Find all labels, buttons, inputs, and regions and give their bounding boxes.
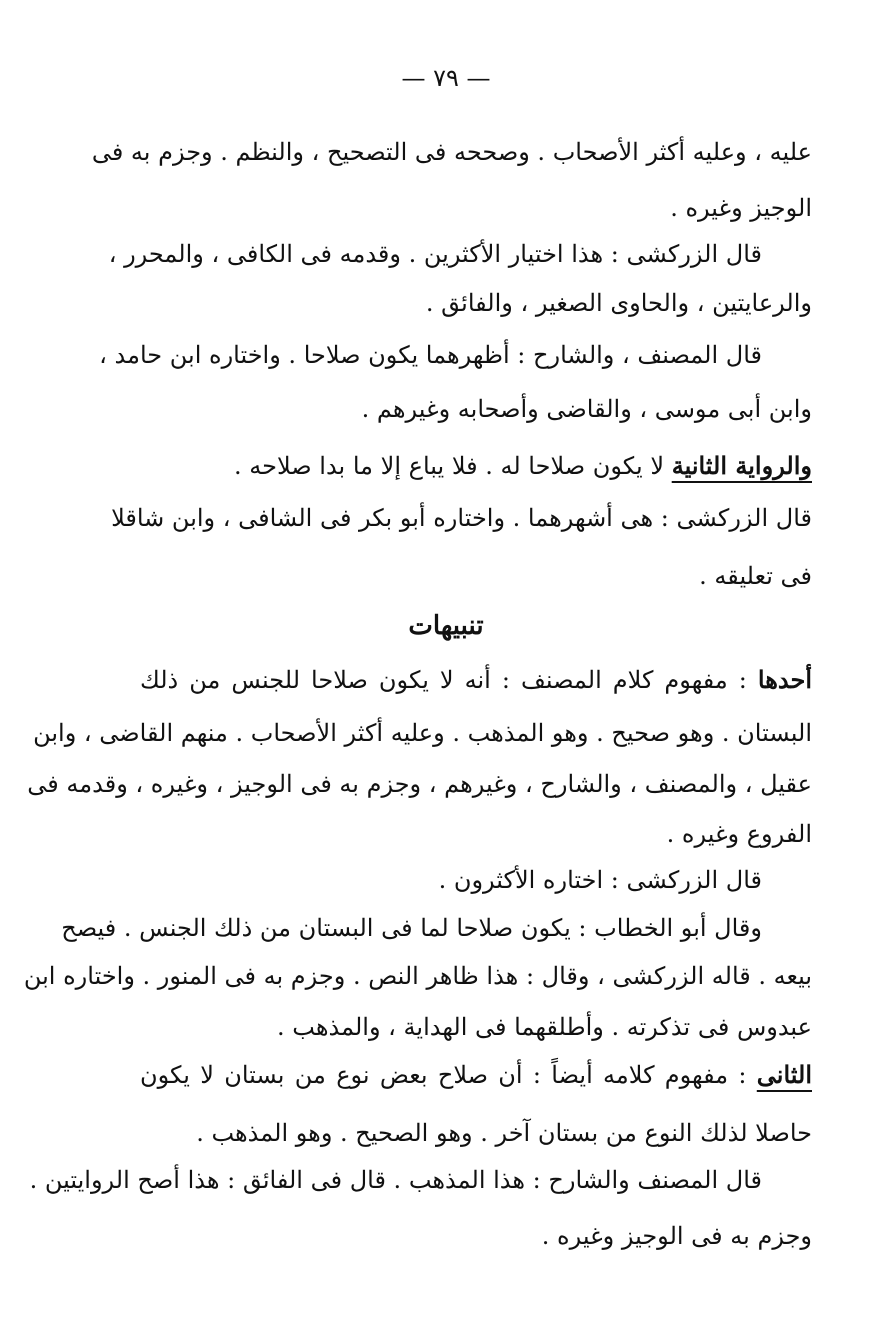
section-heading: تنبيهات bbox=[408, 611, 484, 641]
text-line: وقال أبو الخطاب : يكون صلاحا لما فى البستان من ذلك الجنس . فيصح bbox=[61, 914, 762, 942]
first-text: : مفهوم كلام المصنف : أنه لا يكون صلاحا للجنس من ذلك bbox=[140, 666, 747, 694]
text-line: عبدوس فى تذكرته . وأطلقهما فى الهداية ، والمذهب . bbox=[277, 1013, 812, 1041]
text-line: وابن أبى موسى ، والقاضى وأصحابه وغيرهم . bbox=[361, 395, 812, 423]
page-number: — ٧٩ — bbox=[401, 64, 491, 92]
second-riwaya-label: والرواية الثانية bbox=[671, 451, 812, 480]
text-line-first bbox=[140, 660, 812, 700]
text-line: الوجيز وغيره . bbox=[670, 194, 812, 222]
text-line: قال المصنف ، والشارح : أظهرهما يكون صلاحا . واختاره ابن حامد ، bbox=[99, 341, 762, 369]
text-line-second-riwaya bbox=[140, 446, 812, 486]
text-line: حاصلا لذلك النوع من بستان آخر . وهو الصحيح . وهو المذهب . bbox=[196, 1119, 812, 1147]
text-line: قال الزركشى : هى أشهرهما . واختاره أبو بكر فى الشافى ، وابن شاقلا bbox=[111, 504, 812, 532]
text-line: قال المصنف والشارح : هذا المذهب . قال فى الفائق : هذا أصح الروايتين . bbox=[29, 1166, 762, 1194]
text-line: عقيل ، والمصنف ، والشارح ، وغيرهم ، وجزم به فى الوجيز ، وغيره ، وقدمه فى bbox=[27, 770, 812, 798]
second-label: الثانى bbox=[756, 1060, 812, 1089]
text-line: عليه ، وعليه أكثر الأصحاب . وصححه فى التصحيح ، والنظم . وجزم به فى bbox=[91, 138, 812, 166]
text-line: قال الزركشى : اختاره الأكثرون . bbox=[438, 866, 762, 894]
second-riwaya-text: لا يكون صلاحا له . فلا يباع إلا ما بدا صلاحه . bbox=[233, 452, 665, 480]
text-line: وجزم به فى الوجيز وغيره . bbox=[541, 1222, 812, 1250]
text-line: الفروع وغيره . bbox=[666, 820, 812, 848]
second-text: : مفهوم كلامه أيضاً : أن صلاح بعض نوع من بستان لا يكون bbox=[140, 1061, 747, 1089]
text-line: قال الزركشى : هذا اختيار الأكثرين . وقدمه فى الكافى ، والمحرر ، bbox=[108, 240, 762, 268]
text-line: بيعه . قاله الزركشى ، وقال : هذا ظاهر النص . وجزم به فى المنور . واختاره ابن bbox=[23, 962, 812, 990]
text-line-second bbox=[140, 1055, 812, 1095]
first-label: أحدها bbox=[757, 665, 812, 694]
text-line: فى تعليقه . bbox=[699, 562, 812, 590]
text-line: البستان . وهو صحيح . وهو المذهب . وعليه أكثر الأصحاب . منهم القاضى ، وابن bbox=[33, 719, 812, 747]
text-line: والرعايتين ، والحاوى الصغير ، والفائق . bbox=[425, 289, 812, 317]
